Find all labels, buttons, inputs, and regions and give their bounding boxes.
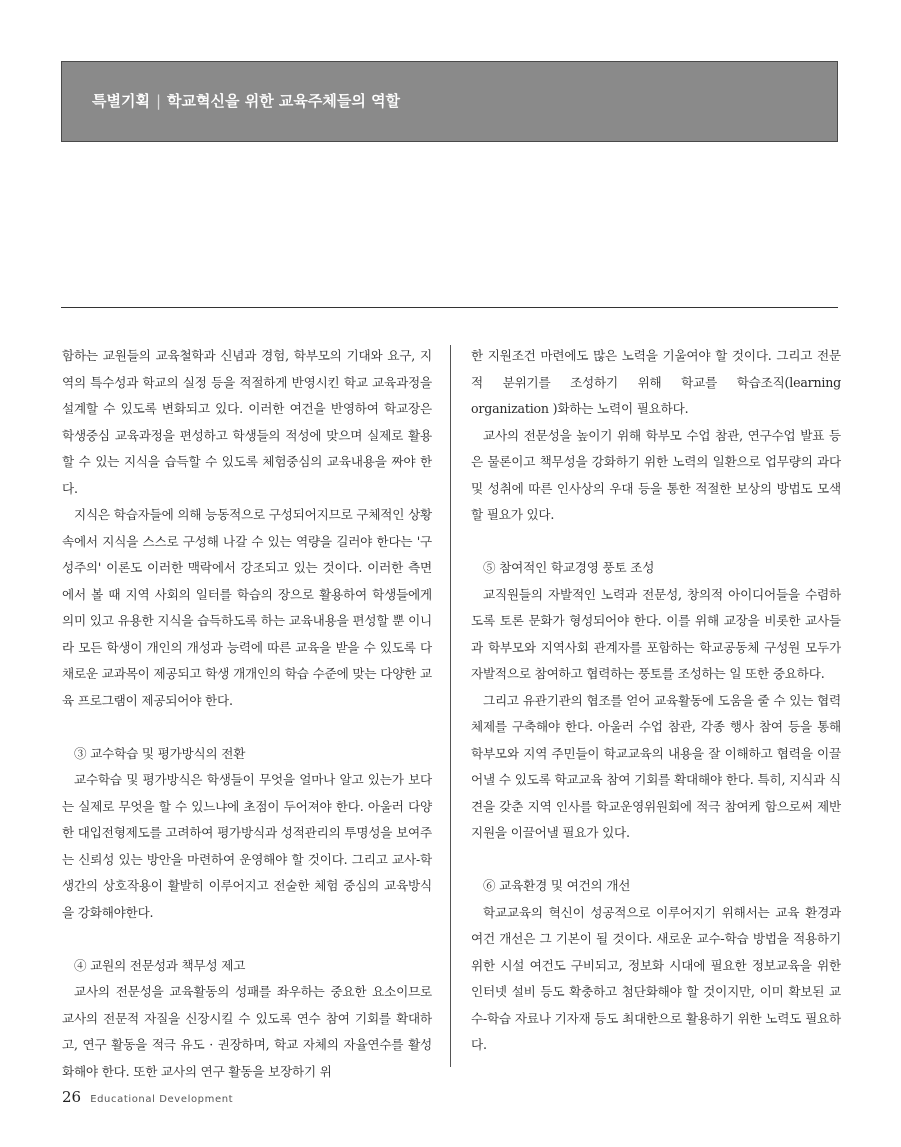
paragraph: 교수학습 및 평가방식은 학생들이 무엇을 얼마나 알고 있는가 보다는 실제로 무엇을 할 수 있느냐에 초점이 두어져야 한다. 아울러 다양한 대입전형제도를 고려하여 평가방식과 성적관리의 투명성을 보여주는 신뢰성 있는 방안을 마련하여 운영해야 할 것이다. 그리고 교사-학생간의 상호작용이 활발히 이루어지고 전술한 체험 중심의 교육방식을 강화해야한다.: [62, 772, 432, 920]
paragraph: 교사의 전문성을 교육활동의 성패를 좌우하는 중요한 요소이므로 교사의 전문적 자질을 신장시킬 수 있도록 연수 참여 기회를 확대하고, 연구 활동을 적극 유도 · 권장하며, 학교 자체의 자율연수를 활성화해야 한다. 또한 교사의 연구 활동을 보장하기 위: [62, 984, 432, 1079]
page-footer: [62, 1087, 233, 1106]
paragraph: 교직원들의 자발적인 노력과 전문성, 창의적 아이디어들을 수렴하도록 토론 문화가 형성되어야 한다. 이를 위해 교장을 비롯한 교사들과 학부모와 지역사회 관계자를 포함하는 학교공동체 구성원 모두가 자발적으로 참여하고 협력하는 풍토를 조성하는 일 또한 중요하다.: [471, 586, 841, 681]
section-label: 특별기획: [92, 92, 150, 110]
journal-name: Educational Development: [90, 1094, 234, 1105]
paragraph: 함하는 교원들의 교육철학과 신념과 경험, 학부모의 기대와 요구, 지역의 특수성과 학교의 실정 등을 적절하게 반영시킨 학교 교육과정을 설계할 수 있도록 변화되고 있다. 이러한 여건을 반영하여 학교장은 학생중심 교육과정을 편성하고 학생들의 적성에 맞으며 실제로 활용할 수 있는 지식을 습득할 수 있도록 체험중심의 교육내용을 짜야 한다.: [62, 348, 432, 496]
paragraph: 교사의 전문성을 높이기 위해 학부모 수업 참관, 연구수업 발표 등은 물론이고 책무성을 강화하기 위한 노력의 일환으로 업무량의 과다 및 성취에 따른 인사상의 우대 등을 통한 적절한 보상의 방법도 모색할 필요가 있다.: [471, 427, 841, 522]
paragraph: 그리고 유관기관의 협조를 얻어 교육활동에 도움을 줄 수 있는 협력체제를 구축해야 한다. 아울러 수업 참관, 각종 행사 참여 등을 통해 학부모와 지역 주민들이 학교교육의 내용을 잘 이해하고 협력을 이끌어낼 수 있도록 학교교육 참여 기회를 확대해야 한다. 특히, 지식과 식견을 갖춘 지역 인사를 학교운영위원회에 적극 참여케 함으로써 제반지원을 이끌어낼 필요가 있다.: [471, 692, 841, 840]
page-number: 26: [62, 1088, 82, 1106]
right-column: [471, 343, 841, 1059]
section-heading: ⑥ 교육환경 및 여건의 개선: [483, 878, 631, 893]
section-heading: ③ 교수학습 및 평가방식의 전환: [74, 745, 246, 761]
paragraph: 한 지원조건 마련에도 많은 노력을 기울여야 할 것이다. 그리고 전문적 분위기를 조성하기 위해 학교를 학습조직(learning organization )화하는 노력이 필요하다.: [471, 348, 841, 416]
header-separator: |: [155, 92, 162, 110]
section-heading: ⑤ 참여적인 학교경영 풍토 조성: [483, 560, 655, 575]
section-heading: ④ 교원의 전문성과 책무성 제고: [74, 957, 246, 973]
horizontal-rule: [61, 307, 838, 308]
header-title: [92, 90, 400, 111]
header-band: [61, 61, 838, 142]
article-title: 학교혁신을 위한 교육주체들의 역할: [167, 92, 401, 110]
column-divider: [450, 345, 451, 1067]
paragraph: 지식은 학습자들에 의해 능동적으로 구성되어지므로 구체적인 상황 속에서 지식을 스스로 구성해 나갈 수 있는 역량을 길러야 한다는 '구성주의' 이론도 이러한 맥락에서 강조되고 있는 것이다. 이러한 측면에서 볼 때 지역 사회의 일터를 학습의 장으로 활용하여 학생들에게 의미 있고 유용한 지식을 습득하도록 하는 교육내용을 편성할 뿐 이니라 모든 학생이 개인의 개성과 능력에 따른 교육을 받을 수 있도록 다채로운 교과목이 제공되고 학생 개개인의 학습 수준에 맞는 다양한 교육 프로그램이 제공되어야 한다.: [62, 507, 432, 708]
left-column: [62, 343, 432, 1085]
paragraph: 학교교육의 혁신이 성공적으로 이루어지기 위해서는 교육 환경과 여건 개선은 그 기본이 될 것이다. 새로운 교수-학습 방법을 적용하기 위한 시설 여건도 구비되고, 정보화 시대에 필요한 정보교육을 위한 인터넷 설비 등도 확충하고 첨단화해야 할 것이지만, 이미 확보된 교수-학습 자료나 기자재 등도 최대한으로 활용하기 위한 노력도 필요하다.: [471, 904, 841, 1052]
